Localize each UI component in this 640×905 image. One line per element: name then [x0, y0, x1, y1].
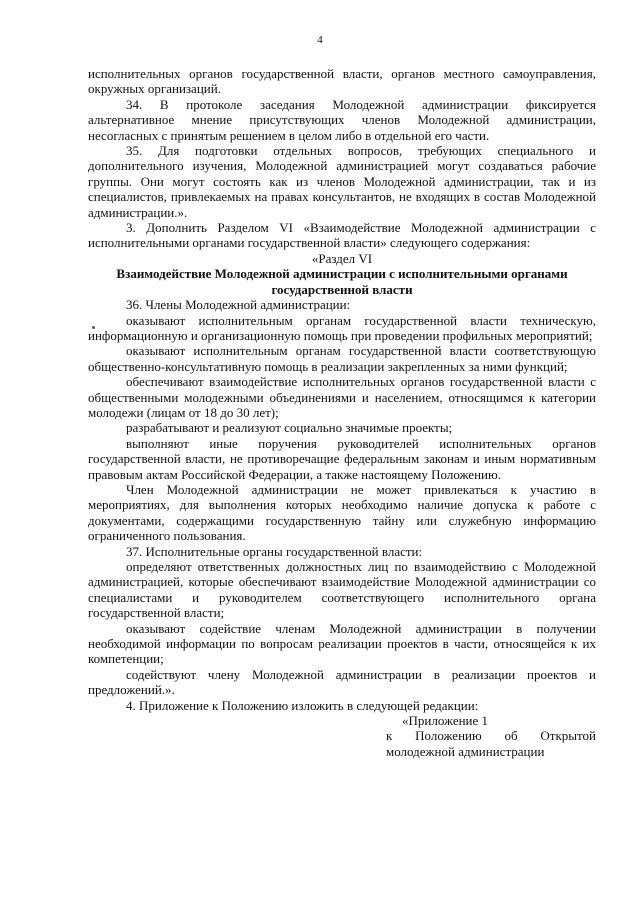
page-number: 4: [317, 34, 323, 46]
list-item: обеспечивают взаимодействие исполнительных органов государственной власти с общественными молодежными объединениями и населением, относящимся к категории молодежи (лицам от 18 до 30 лет);: [88, 374, 596, 420]
paragraph-34: 34. В протоколе заседания Молодежной администрации фиксируется альтернативное мнение присутствующих членов Молодежной администрации, несогласных с принятым решением в целом либо в отдельной его части.: [88, 96, 596, 143]
paragraph-amendment-3: 3. Дополнить Разделом VI «Взаимодействие Молодежной администрации с исполнительными органами государственной власти» следующего содержания:: [88, 220, 596, 251]
list-item: оказывают содействие членам Молодежной администрации в получении необходимой информации по вопросам реализации проектов в части, относящейся к их компетенции;: [88, 620, 596, 667]
paragraph-continuation: исполнительных органов государственной власти, органов местного самоуправления, окружных организаций.: [88, 66, 596, 97]
document-body: [88, 66, 596, 759]
list-item: содействуют члену Молодежной администрации в реализации проектов и предложений.».: [88, 666, 596, 698]
appendix-line-1: «Приложение 1: [402, 713, 489, 729]
paragraph-restriction: Член Молодежной администрации не может привлекаться к участию в мероприятиях, для выполнения которых необходимо наличие допуска к работе с документами, содержащими государственную тайну или служебную информацию ограниченного пользования.: [88, 481, 596, 544]
list-item: оказывают исполнительным органам государственной власти соответствующую общественно-консультативную помощь в реализации закрепленных за ними функций;: [88, 343, 596, 374]
list-item: оказывают исполнительным органам государственной власти техническую, информационную и организационную помощь при проведении профильных мероприятий;: [88, 312, 596, 343]
paragraph-37: 37. Исполнительные органы государственной власти:: [126, 543, 423, 559]
list-item: выполняют иные поручения руководителей исполнительных органов государственной власти, не противоречащие федеральным законам и иным нормативным правовым актам Российской Федерации, а также настоящему Положению.: [88, 435, 596, 482]
list-item: определяют ответственных должностных лиц по взаимодействию с Молодежной администрацией, которые обеспечивают взаимодействие Молодежной администрации со специалистами и руководителем соответствующего исполнительного органа государственной власти;: [88, 559, 596, 621]
appendix-caption: [386, 713, 596, 759]
section-heading: Взаимодействие Молодежной администрации с исполнительными органами государственной власти: [116, 266, 568, 297]
paragraph-36: 36. Члены Молодежной администрации:: [126, 297, 351, 313]
list-item: разрабатывают и реализуют социально значимые проекты;: [126, 420, 453, 436]
paragraph-35: 35. Для подготовки отдельных вопросов, требующих специального и дополнительного изучения, Молодежной администрацией могут создаваться рабочие группы. Они могут состоять как из членов Молодежной администрации, так и из специалистов, привлекаемых на правах консультантов, не входящих в состав Молодежной администрации.».: [88, 143, 596, 220]
paragraph-amendment-4: 4. Приложение к Положению изложить в следующей редакции:: [126, 697, 479, 713]
appendix-line-2: к Положению об Открытой молодежной администрации: [386, 728, 596, 759]
section-title: «Раздел VI: [311, 250, 373, 266]
